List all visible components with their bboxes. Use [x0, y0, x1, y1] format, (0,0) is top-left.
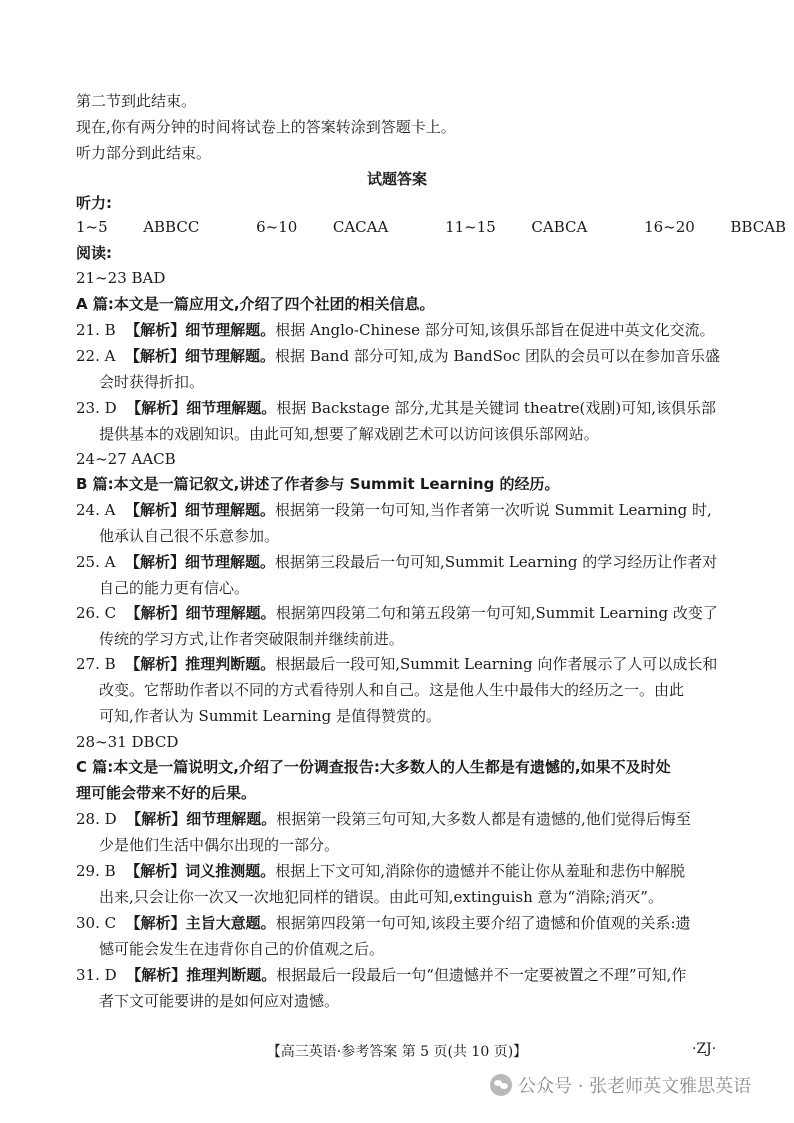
passage-c-summary: C 篇:本文是一篇说明文,介绍了一份调查报告:大多数人的人生都是有遗憾的,如果不及时处 理可能会带来不好的后果。 — [76, 758, 671, 802]
intro-line-3: 听力部分到此结束。 — [76, 144, 212, 162]
intro-line-2: 现在,你有两分钟的时间将试卷上的答案转涂到答题卡上。 — [76, 118, 456, 136]
listening-range-1: 1~5 ABBCC — [76, 218, 200, 236]
answer-27: 27. B 【解析】推理判断题。根据最后一段可知,Summit Learning 向作者展示了人可以成长和 改变。它帮助作者以不同的方式看待别人和自己。这是他人生中最伟大的经历之一。由此 可知,作者认为 Summit Learning 是值得赞赏的。 — [76, 655, 718, 725]
answer-24: 24. A 【解析】细节理解题。根据第一段第一句可知,当作者第一次听说 Summit Learning 时, 他承认自己很不乐意参加。 — [76, 501, 712, 545]
passage-c-range: 28~31 DBCD — [76, 733, 179, 751]
footer-code: ·ZJ· — [692, 1041, 717, 1057]
answer-21: 21. B 【解析】细节理解题。根据 Anglo-Chinese 部分可知,该俱乐部旨在促进中英文化交流。 — [76, 321, 715, 339]
listening-keys — [76, 214, 787, 240]
listening-range-2: 6~10 CACAA — [256, 218, 389, 236]
listening-range-4: 16~20 BBCAB — [644, 218, 787, 236]
reading-label: 阅读: — [76, 244, 112, 262]
passage-a-range: 21~23 BAD — [76, 269, 166, 287]
answer-31: 31. D 【解析】推理判断题。根据最后一段最后一句“但遗憾并不一定要被置之不理”可知,作 者下文可能要讲的是如何应对遗憾。 — [76, 966, 687, 1010]
answer-28: 28. D 【解析】细节理解题。根据第一段第三句可知,大多数人都是有遗憾的,他们觉得后悔至 少是他们生活中偶尔出现的一部分。 — [76, 810, 691, 854]
intro-line-1: 第二节到此结束。 — [76, 92, 197, 110]
answer-23: 23. D 【解析】细节理解题。根据 Backstage 部分,尤其是关键词 theatre(戏剧)可知,该俱乐部 提供基本的戏剧知识。由此可知,想要了解戏剧艺术可以访问该俱乐部网站。 — [76, 399, 716, 443]
watermark — [490, 1072, 751, 1098]
page-footer: 【高三英语·参考答案 第 5 页(共 10 页)】 — [266, 1044, 528, 1060]
answer-26: 26. C 【解析】细节理解题。根据第四段第二句和第五段第一句可知,Summit Learning 改变了 传统的学习方式,让作者突破限制并继续前进。 — [76, 604, 718, 648]
passage-b-range: 24~27 AACB — [76, 450, 176, 468]
passage-a-summary: A 篇:本文是一篇应用文,介绍了四个社团的相关信息。 — [76, 295, 435, 313]
wechat-icon — [490, 1074, 512, 1096]
answer-25: 25. A 【解析】细节理解题。根据第三段最后一句可知,Summit Learning 的学习经历让作者对 自己的能力更有信心。 — [76, 553, 718, 597]
answer-30: 30. C 【解析】主旨大意题。根据第四段第一句可知,该段主要介绍了遗憾和价值观的关系:遗 憾可能会发生在违背你自己的价值观之后。 — [76, 914, 691, 958]
passage-b-summary: B 篇:本文是一篇记叙文,讲述了作者参与 Summit Learning 的经历。 — [76, 475, 560, 493]
answer-29: 29. B 【解析】词义推测题。根据上下文可知,消除你的遗憾并不能让你从羞耻和悲伤中解脱 出来,只会让你一次又一次地犯同样的错误。由此可知,extinguish 意为“消除;消灭”。 — [76, 862, 686, 906]
watermark-text: 公众号 · 张老师英文雅思英语 — [518, 1076, 752, 1097]
listening-range-3: 11~15 CABCA — [445, 218, 588, 236]
listening-label: 听力: — [76, 194, 112, 212]
section-title: 试题答案 — [366, 170, 427, 188]
answer-22: 22. A 【解析】细节理解题。根据 Band 部分可知,成为 BandSoc 团队的会员可以在参加音乐盛 会时获得折扣。 — [76, 347, 721, 391]
